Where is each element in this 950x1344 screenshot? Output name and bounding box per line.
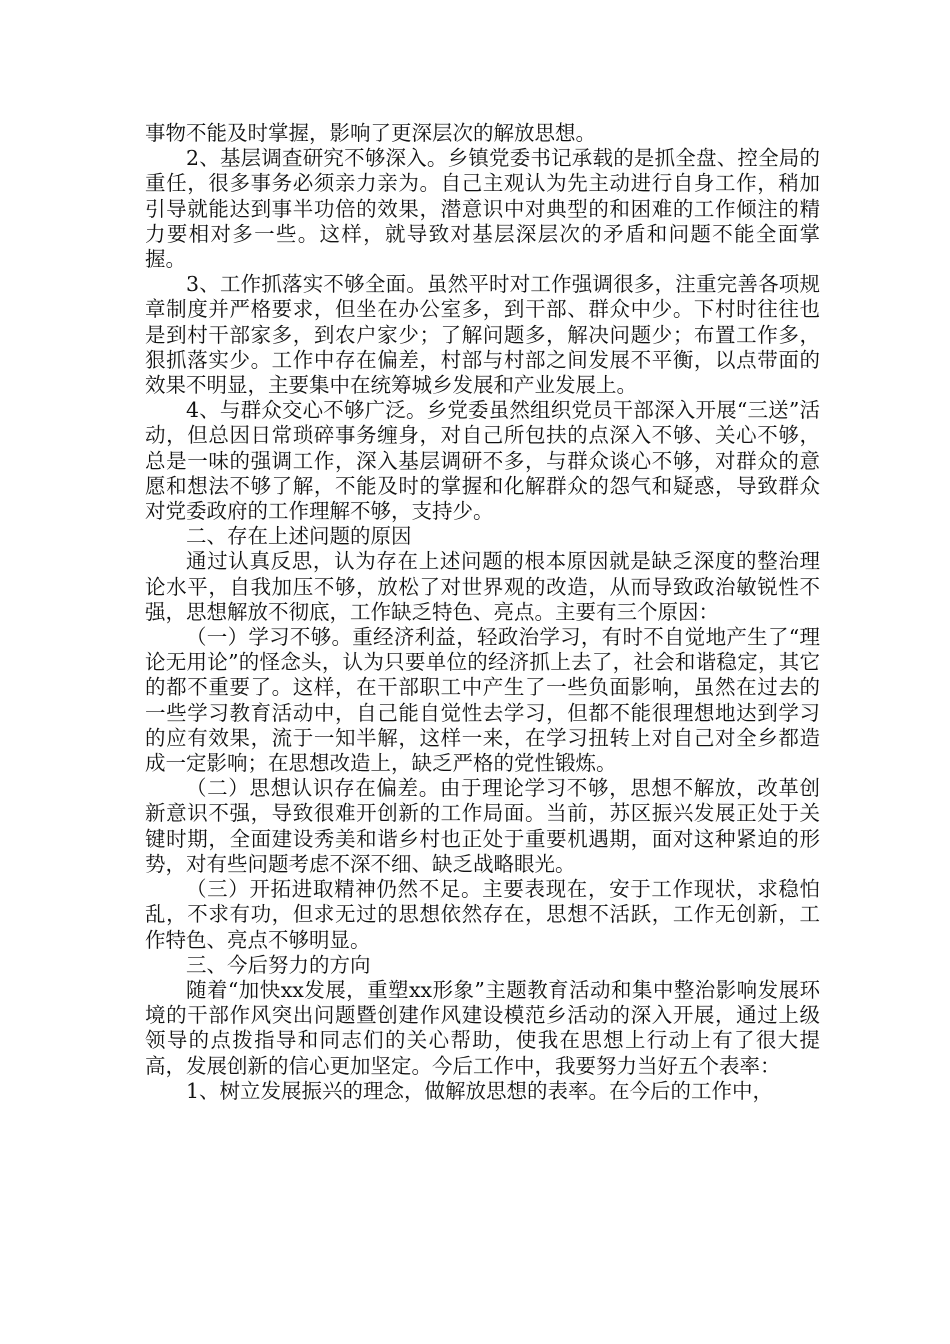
paragraph-item-2: 2、基层调查研究不够深入。乡镇党委书记承载的是抓全盘、控全局的重任，很多事务必须亲力亲为。自己主观认为先主动进行自身工作，稍加引导就能达到事半功倍的效果，潜意识中对典型的和困难的工作倾注的精力要相对多一些。这样，就导致对基层深层次的矛盾和问题不能全面掌握。 bbox=[145, 146, 820, 272]
document-body bbox=[145, 121, 820, 1104]
paragraph-causes-intro: 通过认真反思，认为存在上述问题的根本原因就是缺乏深度的整治理论水平，自我加压不够，放松了对世界观的改造，从而导致政治敏锐性不强，思想解放不彻底，工作缺乏特色、亮点。主要有三个原因： bbox=[145, 549, 820, 624]
paragraph-cause-3: （三）开拓进取精神仍然不足。主要表现在，安于工作现状，求稳怕乱，不求有功，但求无过的思想依然存在，思想不活跃，工作无创新，工作特色、亮点不够明显。 bbox=[145, 877, 820, 952]
paragraph-cause-2: （二）思想认识存在偏差。由于理论学习不够，思想不解放，改革创新意识不强，导致很难开创新的工作局面。当前，苏区振兴发展正处于关键时期，全面建设秀美和谐乡村也正处于重要机遇期，面对这种紧迫的形势，对有些问题考虑不深不细、缺乏战略眼光。 bbox=[145, 776, 820, 876]
paragraph-continuation: 事物不能及时掌握，影响了更深层次的解放思想。 bbox=[145, 121, 596, 145]
section-heading-2: 二、存在上述问题的原因 bbox=[186, 524, 412, 549]
paragraph-item-4: 4、与群众交心不够广泛。乡党委虽然组织党员干部深入开展“三送”活动，但总因日常琐碎事务缠身，对自己所包扶的点深入不够、关心不够，总是一味的强调工作，深入基层调研不多，与群众谈心不够，对群众的意愿和想法不够了解，不能及时的掌握和化解群众的怨气和疑惑，导致群众对党委政府的工作理解不够，支持少。 bbox=[145, 398, 820, 524]
paragraph-direction-1: 1、树立发展振兴的理念，做解放思想的表率。在今后的工作中， bbox=[186, 1078, 774, 1103]
section-heading-3: 三、今后努力的方向 bbox=[186, 952, 371, 977]
paragraph-cause-1: （一）学习不够。重经济利益，轻政治学习，有时不自觉地产生了“理论无用论”的怪念头，认为只要单位的经济抓上去了，社会和谐稳定，其它的都不重要了。这样，在干部职工中产生了一些负面影响，虽然在过去的一些学习教育活动中，自己能自觉性去学习，但都不能很理想地达到学习的应有效果，流于一知半解，这样一来，在学习扭转上对自己对全乡都造成一定影响；在思想改造上，缺乏严格的党性锻炼。 bbox=[145, 625, 820, 776]
paragraph-direction-intro: 随着“加快xx发展，重塑xx形象”主题教育活动和集中整治影响发展环境的干部作风突出问题暨创建作风建设模范乡活动的深入开展，通过上级领导的点拨指导和同志们的关心帮助，使我在思想上行动上有了很大提高，发展创新的信心更加坚定。今后工作中，我要努力当好五个表率： bbox=[145, 977, 820, 1078]
paragraph-item-3: 3、工作抓落实不够全面。虽然平时对工作强调很多，注重完善各项规章制度并严格要求，但坐在办公室多，到干部、群众中少。下村时往往也是到村干部家多，到农户家少；了解问题多，解决问题少；布置工作多，狠抓落实少。工作中存在偏差，村部与村部之间发展不平衡，以点带面的效果不明显，主要集中在统筹城乡发展和产业发展上。 bbox=[145, 272, 820, 398]
